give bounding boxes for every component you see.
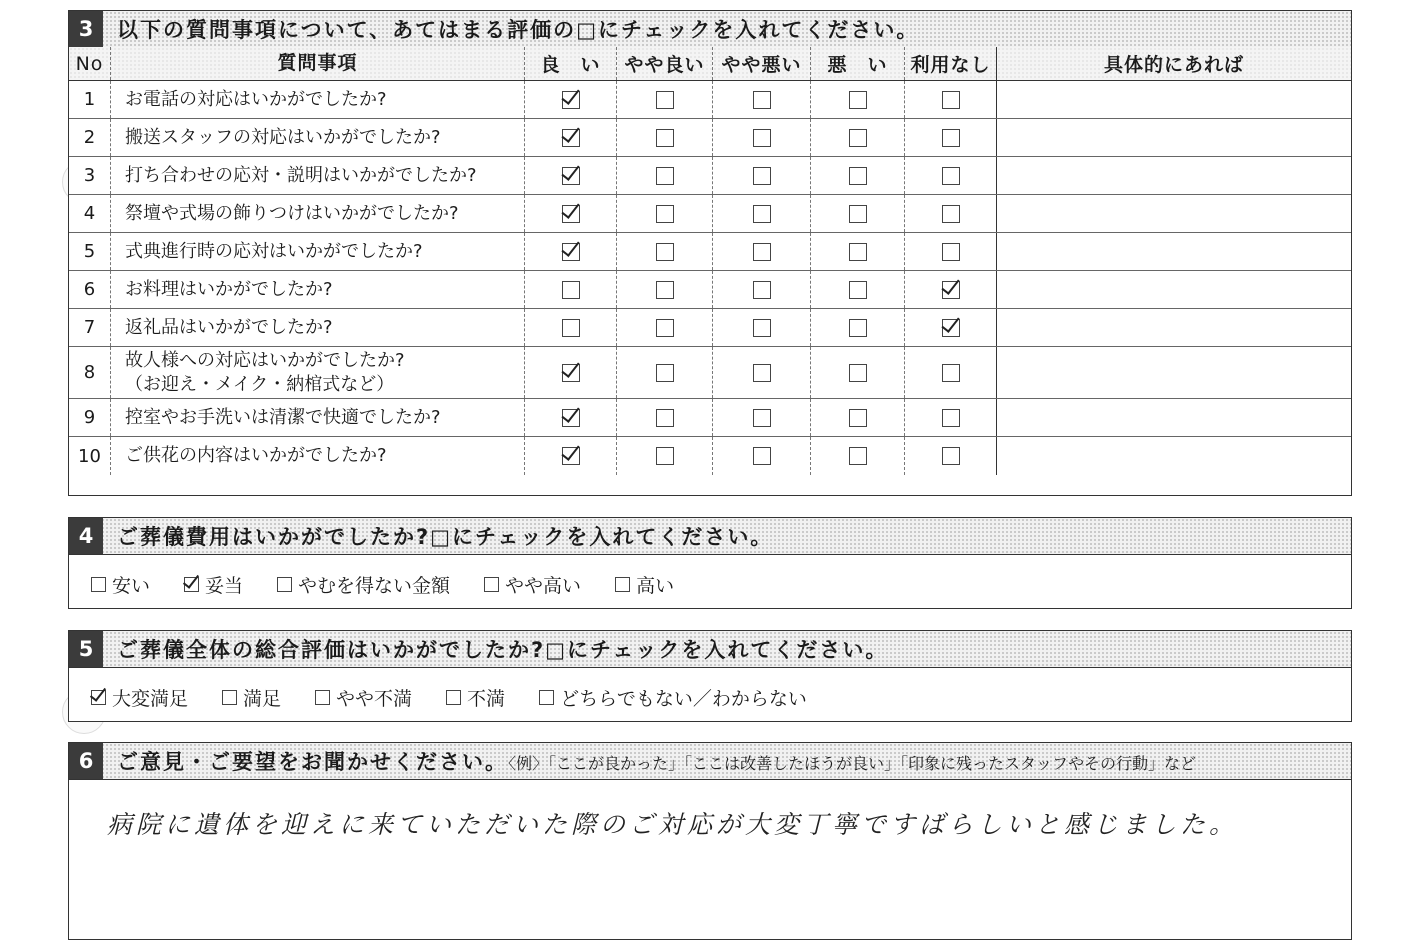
overall-options	[91, 677, 1351, 717]
checkbox[interactable]	[91, 690, 106, 705]
checkbox-good[interactable]	[562, 364, 580, 382]
checkbox-not-used[interactable]	[942, 167, 960, 185]
section-3-ratings	[68, 10, 1352, 496]
checkbox-fairly-good[interactable]	[656, 129, 674, 147]
rating-cell-good	[525, 347, 617, 398]
option-dissatisfied[interactable]	[446, 684, 505, 711]
checkbox-fairly-bad[interactable]	[753, 319, 771, 337]
rating-cell-not-used	[905, 119, 997, 156]
details-cell[interactable]	[997, 437, 1351, 475]
table-row	[69, 309, 1351, 347]
question-text	[111, 157, 525, 194]
rating-cell-good	[525, 157, 617, 194]
checkbox-good[interactable]	[562, 281, 580, 299]
rating-cell-good	[525, 437, 617, 475]
section-title-text: ご意見・ご要望をお聞かせください。	[117, 750, 508, 774]
row-number: 6	[69, 271, 111, 308]
question-text	[111, 399, 525, 436]
section-number: 5	[69, 631, 103, 667]
rating-cell-not-used	[905, 309, 997, 346]
rating-cell-fairly-bad	[713, 233, 811, 270]
checkbox[interactable]	[315, 690, 330, 705]
header-rating-bad: 悪 い	[811, 47, 905, 80]
checkbox[interactable]	[277, 577, 292, 592]
rating-cell-fairly-good	[617, 119, 713, 156]
rating-cell-fairly-bad	[713, 157, 811, 194]
option-reasonable[interactable]	[184, 571, 243, 598]
checkbox-bad[interactable]	[849, 281, 867, 299]
rating-cell-not-used	[905, 233, 997, 270]
question-subline: （お迎え・メイク・納棺式など）	[125, 373, 395, 395]
rating-cell-bad	[811, 347, 905, 398]
question-line: お電話の対応はいかがでしたか?	[125, 88, 387, 110]
section-title: ご葬儀費用はいかがでしたか?□にチェックを入れてください。	[117, 525, 774, 549]
rating-cell-bad	[811, 119, 905, 156]
checkbox-fairly-bad[interactable]	[753, 167, 771, 185]
rating-cell-fairly-good	[617, 271, 713, 308]
question-line: ご供花の内容はいかがでしたか?	[125, 445, 387, 467]
checkbox-bad[interactable]	[849, 167, 867, 185]
option-slightly-expensive[interactable]	[484, 571, 581, 598]
checkbox[interactable]	[184, 577, 199, 592]
rating-cell-bad	[811, 81, 905, 118]
row-number: 8	[69, 347, 111, 398]
question-text	[111, 437, 525, 475]
checkbox-not-used[interactable]	[942, 447, 960, 465]
checkbox-bad[interactable]	[849, 243, 867, 261]
checkbox-fairly-good[interactable]	[656, 243, 674, 261]
details-cell[interactable]	[997, 271, 1351, 308]
section-4-cost	[68, 517, 1352, 609]
question-line: 祭壇や式場の飾りつけはいかがでしたか?	[125, 202, 459, 224]
header-rating-good: 良 い	[525, 47, 617, 80]
option-unavoidable[interactable]	[277, 571, 450, 598]
question-line: 式典進行時の応対はいかがでしたか?	[125, 240, 423, 262]
table-row	[69, 119, 1351, 157]
option-label: やむを得ない金額	[298, 574, 451, 597]
checkbox-fairly-good[interactable]	[656, 364, 674, 382]
checkbox-fairly-good[interactable]	[656, 319, 674, 337]
rating-cell-good	[525, 233, 617, 270]
table-row	[69, 399, 1351, 437]
question-text	[111, 233, 525, 270]
question-text	[111, 347, 525, 398]
option-label: 妥当	[205, 574, 244, 597]
rating-cell-good	[525, 119, 617, 156]
checkbox-bad[interactable]	[849, 319, 867, 337]
checkbox-not-used[interactable]	[942, 319, 960, 337]
row-number: 2	[69, 119, 111, 156]
details-cell[interactable]	[997, 309, 1351, 346]
checkbox-fairly-bad[interactable]	[753, 447, 771, 465]
rating-cell-good	[525, 399, 617, 436]
question-text	[111, 271, 525, 308]
checkbox-fairly-good[interactable]	[656, 167, 674, 185]
checkbox[interactable]	[91, 577, 106, 592]
rating-cell-fairly-bad	[713, 195, 811, 232]
table-row	[69, 437, 1351, 475]
rating-cell-fairly-good	[617, 399, 713, 436]
checkbox-not-used[interactable]	[942, 205, 960, 223]
option-label: 高い	[636, 574, 675, 597]
checkbox-good[interactable]	[562, 447, 580, 465]
checkbox-good[interactable]	[562, 205, 580, 223]
checkbox-fairly-good[interactable]	[656, 281, 674, 299]
option-label: やや高い	[505, 574, 582, 597]
rating-cell-fairly-bad	[713, 119, 811, 156]
checkbox-bad[interactable]	[849, 447, 867, 465]
row-number: 9	[69, 399, 111, 436]
checkbox-not-used[interactable]	[942, 129, 960, 147]
rating-cell-bad	[811, 233, 905, 270]
table-header-row	[69, 47, 1351, 81]
rating-cell-fairly-good	[617, 81, 713, 118]
header-no: No	[69, 47, 111, 80]
details-cell[interactable]	[997, 157, 1351, 194]
rating-cell-fairly-good	[617, 437, 713, 475]
rating-cell-good	[525, 81, 617, 118]
checkbox-fairly-good[interactable]	[656, 91, 674, 109]
details-cell[interactable]	[997, 399, 1351, 436]
checkbox-good[interactable]	[562, 409, 580, 427]
checkbox-not-used[interactable]	[942, 409, 960, 427]
checkbox[interactable]	[539, 690, 554, 705]
checkbox-bad[interactable]	[849, 205, 867, 223]
cost-options	[91, 564, 1351, 604]
section-number: 6	[69, 743, 103, 779]
checkbox[interactable]	[446, 690, 461, 705]
rating-cell-good	[525, 195, 617, 232]
section-header	[69, 11, 1351, 48]
rating-cell-fairly-bad	[713, 271, 811, 308]
checkbox-fairly-bad[interactable]	[753, 409, 771, 427]
details-cell[interactable]	[997, 119, 1351, 156]
rating-cell-not-used	[905, 81, 997, 118]
row-number: 4	[69, 195, 111, 232]
question-line: お料理はいかがでしたか?	[125, 278, 333, 300]
option-slightly-dissatisfied[interactable]	[315, 684, 412, 711]
checkbox-not-used[interactable]	[942, 364, 960, 382]
checkbox-fairly-bad[interactable]	[753, 243, 771, 261]
checkbox[interactable]	[222, 690, 237, 705]
checkbox-fairly-bad[interactable]	[753, 91, 771, 109]
section-title	[117, 746, 1196, 776]
option-label: 満足	[243, 687, 282, 710]
section-header	[69, 743, 1351, 780]
header-details: 具体的にあれば	[1103, 54, 1244, 76]
table-row	[69, 157, 1351, 195]
table-row	[69, 347, 1351, 399]
checkbox-bad[interactable]	[849, 129, 867, 147]
checkbox-not-used[interactable]	[942, 281, 960, 299]
rating-cell-bad	[811, 157, 905, 194]
checkbox-fairly-bad[interactable]	[753, 281, 771, 299]
rating-cell-bad	[811, 195, 905, 232]
rating-cell-bad	[811, 271, 905, 308]
row-number: 7	[69, 309, 111, 346]
table-row	[69, 81, 1351, 119]
checkbox-bad[interactable]	[849, 364, 867, 382]
checkbox-bad[interactable]	[849, 91, 867, 109]
rating-cell-not-used	[905, 399, 997, 436]
rating-cell-good	[525, 309, 617, 346]
section-example: 〈例〉「ここが良かった」「ここは改善したほうが良い」「印象に残ったスタッフやその行動」など	[508, 754, 1197, 773]
checkbox-bad[interactable]	[849, 409, 867, 427]
row-number: 3	[69, 157, 111, 194]
section-number: 4	[69, 518, 103, 554]
section-header	[69, 518, 1351, 555]
option-cheap[interactable]	[91, 571, 150, 598]
checkbox-not-used[interactable]	[942, 91, 960, 109]
rating-cell-fairly-bad	[713, 81, 811, 118]
checkbox-fairly-good[interactable]	[656, 447, 674, 465]
rating-cell-fairly-good	[617, 157, 713, 194]
rating-cell-fairly-good	[617, 347, 713, 398]
checkbox-fairly-bad[interactable]	[753, 205, 771, 223]
option-label: やや不満	[336, 687, 413, 710]
option-label: どちらでもない／わからない	[560, 687, 807, 710]
option-label: 不満	[467, 687, 506, 710]
section-number: 3	[69, 11, 103, 47]
handwritten-answer[interactable]: 病院に遺体を迎えに来ていただいた際のご対応が大変丁寧ですばらしいと感じました。	[107, 810, 1239, 839]
ratings-table	[69, 47, 1351, 495]
question-line: 打ち合わせの応対・説明はいかがでしたか?	[125, 164, 477, 186]
question-text	[111, 309, 525, 346]
rating-cell-not-used	[905, 347, 997, 398]
rating-cell-good	[525, 271, 617, 308]
checkbox-good[interactable]	[562, 319, 580, 337]
checkbox[interactable]	[484, 577, 499, 592]
table-row	[69, 195, 1351, 233]
rating-cell-bad	[811, 399, 905, 436]
row-number: 10	[69, 437, 111, 475]
rating-cell-bad	[811, 437, 905, 475]
rating-cell-not-used	[905, 157, 997, 194]
rating-cell-fairly-bad	[713, 309, 811, 346]
checkbox-fairly-bad[interactable]	[753, 364, 771, 382]
rating-cell-fairly-bad	[713, 347, 811, 398]
table-row	[69, 233, 1351, 271]
details-cell[interactable]	[997, 195, 1351, 232]
question-line: 返礼品はいかがでしたか?	[125, 316, 333, 338]
option-neutral[interactable]	[539, 684, 807, 711]
section-header	[69, 631, 1351, 668]
checkbox-good[interactable]	[562, 167, 580, 185]
rating-cell-fairly-good	[617, 233, 713, 270]
section-title: 以下の質問事項について、あてはまる評価の□にチェックを入れてください。	[117, 18, 920, 42]
row-number: 5	[69, 233, 111, 270]
rating-cell-fairly-good	[617, 309, 713, 346]
rating-cell-bad	[811, 309, 905, 346]
checkbox-good[interactable]	[562, 91, 580, 109]
details-cell[interactable]	[997, 81, 1351, 118]
question-text	[111, 81, 525, 118]
rating-cell-fairly-bad	[713, 437, 811, 475]
question-line: 控室やお手洗いは清潔で快適でしたか?	[125, 406, 441, 428]
details-cell[interactable]	[997, 233, 1351, 270]
option-very-satisfied[interactable]	[91, 684, 188, 711]
section-6-comments	[68, 742, 1352, 940]
question-text	[111, 195, 525, 232]
section-5-overall	[68, 630, 1352, 722]
option-label: 安い	[112, 574, 151, 597]
option-expensive[interactable]	[615, 571, 674, 598]
row-number: 1	[69, 81, 111, 118]
rating-cell-not-used	[905, 437, 997, 475]
checkbox-fairly-bad[interactable]	[753, 129, 771, 147]
header-rating-fairly-bad: やや悪い	[713, 47, 811, 80]
section-title: ご葬儀全体の総合評価はいかがでしたか?□にチェックを入れてください。	[117, 638, 889, 662]
checkbox-not-used[interactable]	[942, 243, 960, 261]
rating-cell-not-used	[905, 271, 997, 308]
checkbox[interactable]	[615, 577, 630, 592]
rating-cell-not-used	[905, 195, 997, 232]
question-text	[111, 119, 525, 156]
checkbox-fairly-good[interactable]	[656, 205, 674, 223]
question-line: 故人様への対応はいかがでしたか?	[125, 350, 405, 372]
option-label: 大変満足	[112, 687, 189, 710]
rating-cell-fairly-bad	[713, 399, 811, 436]
option-satisfied[interactable]	[222, 684, 281, 711]
rating-cell-fairly-good	[617, 195, 713, 232]
header-rating-fairly-good: やや良い	[617, 47, 713, 80]
table-row	[69, 271, 1351, 309]
checkbox-good[interactable]	[562, 129, 580, 147]
checkbox-fairly-good[interactable]	[656, 409, 674, 427]
header-question: 質問事項	[111, 47, 525, 80]
header-rating-not-used: 利用なし	[905, 47, 997, 80]
checkbox-good[interactable]	[562, 243, 580, 261]
details-cell[interactable]	[997, 347, 1351, 398]
question-line: 搬送スタッフの対応はいかがでしたか?	[125, 126, 441, 148]
